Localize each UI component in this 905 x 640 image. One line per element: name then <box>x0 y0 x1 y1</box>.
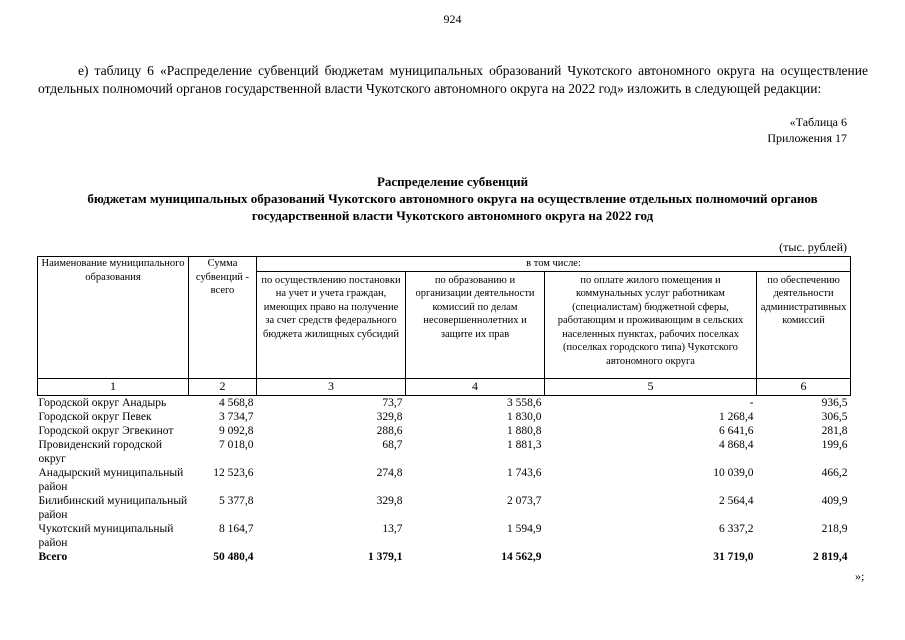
units-label: (тыс. рублей) <box>779 240 847 254</box>
column-numbers-row <box>38 378 851 395</box>
table-row <box>38 466 851 494</box>
col4-cell: 1 743,6 <box>507 466 542 479</box>
municipality-name: Анадырский муниципальный район <box>38 466 184 493</box>
column-number: 3 <box>257 378 406 395</box>
table-row <box>38 522 851 550</box>
col4-cell: 3 558,6 <box>507 396 542 409</box>
municipality-name: Билибинский муниципальный район <box>38 494 188 521</box>
page-number: 924 <box>443 12 462 26</box>
municipality-name: Городской округ Анадырь <box>38 396 167 409</box>
total-cell: 50 480,4 <box>213 550 254 563</box>
table-row <box>38 424 851 438</box>
col3-cell: 288,6 <box>376 424 403 437</box>
col5-cell: 2 564,4 <box>719 494 754 507</box>
total-cell: 7 018,0 <box>219 438 254 451</box>
col4-cell: 1 830,0 <box>507 410 542 423</box>
table-reference <box>767 114 847 146</box>
total-cell: 4 568,8 <box>219 396 254 409</box>
col6-cell: 281,8 <box>821 424 848 437</box>
col6-cell: 306,5 <box>821 410 848 423</box>
header-col5: по оплате жилого помещения и коммунальных услуг работникам (специалистам) бюджетной сферы, работающим и проживающим в сельских населенных пунктах, рабочих поселках (поселках городского типа) Чукотского автономного округа <box>545 271 757 378</box>
header-col6: по обеспечению деятельности административных комиссий <box>757 271 851 378</box>
header-col3: по осуществлению постановки на учет и учета граждан, имеющих право на получение за счет средств федерального бюджета жилищных субсидий <box>257 271 406 378</box>
table-row <box>38 438 851 466</box>
municipality-name: Чукотский муниципальный район <box>38 522 174 549</box>
col6-cell: 2 819,4 <box>813 550 848 563</box>
col6-cell: 409,9 <box>821 494 848 507</box>
col3-cell: 329,8 <box>376 494 403 507</box>
col4-cell: 1 594,9 <box>507 522 542 535</box>
header-including: в том числе: <box>257 257 851 272</box>
header-total: Сумма субвенций - всего <box>189 257 257 379</box>
col4-cell: 2 073,7 <box>507 494 542 507</box>
column-number: 6 <box>757 378 851 395</box>
total-label: Всего <box>38 550 68 563</box>
column-number: 2 <box>189 378 257 395</box>
column-number: 4 <box>406 378 545 395</box>
total-cell: 12 523,6 <box>213 466 254 479</box>
table-ref-line1: «Таблица 6 <box>789 115 847 129</box>
total-cell: 9 092,8 <box>219 424 254 437</box>
table-row <box>38 494 851 522</box>
col3-cell: 1 379,1 <box>368 550 403 563</box>
col5-cell: 31 719,0 <box>713 550 754 563</box>
column-number: 5 <box>545 378 757 395</box>
intro-paragraph: е) таблицу 6 «Распределение субвенций бюджетам муниципальных образований Чукотского автономного округа на осуществление отдельных полномочий органов государственной власти Чукотского автономного округа на 2022 год» изложить в следующей редакции: <box>38 63 868 96</box>
col6-cell: 199,6 <box>821 438 848 451</box>
col3-cell: 329,8 <box>376 410 403 423</box>
total-cell: 3 734,7 <box>219 410 254 423</box>
col5-cell: 1 268,4 <box>719 410 754 423</box>
col4-cell: 1 880,8 <box>507 424 542 437</box>
col5-cell: 6 337,2 <box>719 522 754 535</box>
col6-cell: 466,2 <box>821 466 848 479</box>
col6-cell: 218,9 <box>821 522 848 535</box>
title-line2: бюджетам муниципальных образований Чукотского автономного округа на осуществление отдельных полномочий органов <box>87 191 818 206</box>
column-number: 1 <box>38 378 189 395</box>
title-line3: государственной власти Чукотского автономного округа на 2022 год <box>251 208 654 223</box>
table-row <box>38 395 851 410</box>
municipality-name: Провиденский городской округ <box>38 438 163 465</box>
col3-cell: 73,7 <box>382 396 403 409</box>
total-cell: 8 164,7 <box>219 522 254 535</box>
table-title <box>0 173 905 224</box>
col3-cell: 13,7 <box>382 522 403 535</box>
table-row <box>38 410 851 424</box>
municipality-name: Городской округ Певек <box>38 410 152 423</box>
col4-cell: 14 562,9 <box>501 550 542 563</box>
header-col4: по образованию и организации деятельности комиссий по делам несовершеннолетних и защите их прав <box>406 271 545 378</box>
total-row <box>38 550 851 564</box>
title-line1: Распределение субвенций <box>376 174 529 189</box>
col4-cell: 1 881,3 <box>507 438 542 451</box>
municipality-name: Городской округ Эгвекинот <box>38 424 174 437</box>
closing-mark: »; <box>855 569 865 583</box>
col5-cell: - <box>749 396 754 409</box>
subventions-table <box>37 256 851 564</box>
col3-cell: 274,8 <box>376 466 403 479</box>
total-cell: 5 377,8 <box>219 494 254 507</box>
col3-cell: 68,7 <box>382 438 403 451</box>
col5-cell: 10 039,0 <box>713 466 754 479</box>
table-ref-line2: Приложения 17 <box>767 131 847 145</box>
col5-cell: 6 641,6 <box>719 424 754 437</box>
col5-cell: 4 868,4 <box>719 438 754 451</box>
header-name: Наименование муниципального образования <box>38 257 189 379</box>
col6-cell: 936,5 <box>821 396 848 409</box>
